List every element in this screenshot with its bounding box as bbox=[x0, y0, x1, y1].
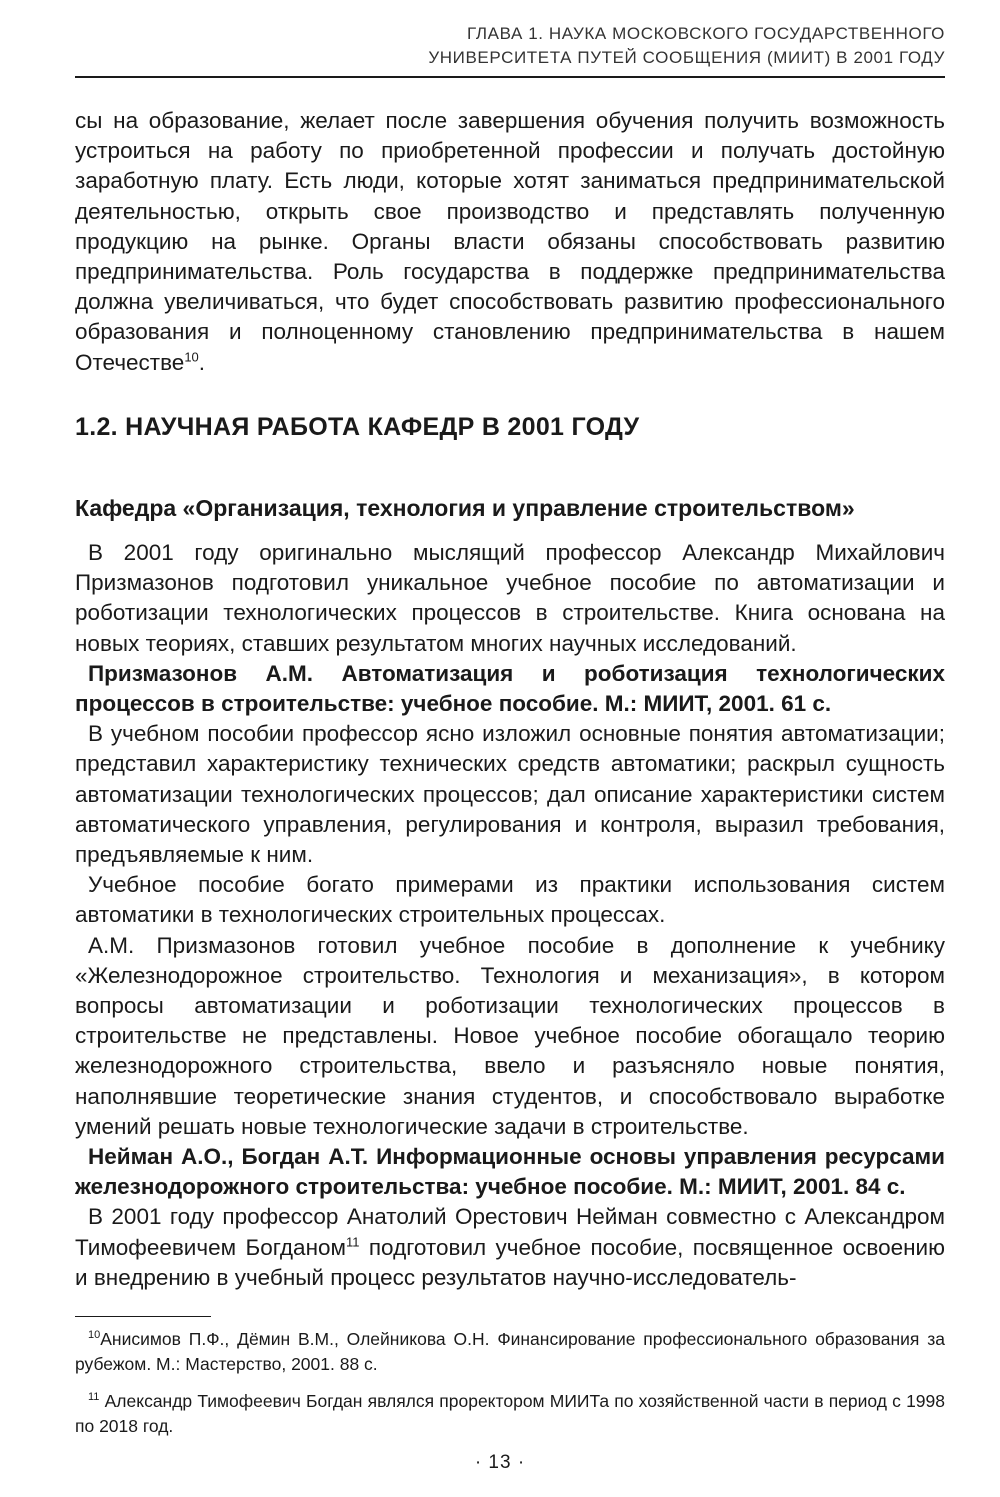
footnotes bbox=[75, 1327, 945, 1451]
paragraph-5 bbox=[75, 1202, 945, 1293]
intro-paragraph bbox=[75, 106, 945, 378]
paragraph-1: В 2001 году оригинально мыслящий профессор Александр Михайлович Призмазонов подготовил уникальное учебное пособие по автоматизации и роботизации технологических процессов в строительстве. Книга основана на новых теориях, ставших результатом многих научных исследований. bbox=[75, 540, 945, 656]
book-citation-1: Призмазонов А.М. Автоматизация и роботизация технологических процессов в строительстве: учебное пособие. М.: МИИТ, 2001. 61 с. bbox=[75, 660, 945, 717]
footnote-divider bbox=[75, 1316, 211, 1317]
book-citation-2: Нейман А.О., Богдан А.Т. Информационные основы управления ресурсами железнодорожного строительства: учебное пособие. М.: МИИТ, 2001. 84 с. bbox=[75, 1144, 945, 1200]
intro-paragraph-block bbox=[75, 106, 945, 378]
footnote-text: Анисимов П.Ф., Дёмин В.М., Олейникова О.Н. Финансирование профессионального образования за рубежом. М.: Мастерство, 2001. 88 с. bbox=[75, 1329, 945, 1374]
footnote-11 bbox=[75, 1389, 945, 1439]
paragraph-5-end: подготовил учебное пособие, посвященное освоению и внедрению в учебный процесс результатов научно-исследователь- bbox=[75, 1234, 945, 1290]
footnote-number: 11 bbox=[88, 1391, 100, 1404]
footnote-number: 10 bbox=[88, 1329, 101, 1342]
page-number: · 13 · bbox=[474, 1452, 526, 1473]
paragraph-4: А.М. Призмазонов готовил учебное пособие в дополнение к учебнику «Железнодорожное строительство. Технология и механизация», в котором вопросы автоматизации и роботизации технологических процессов в строительстве не представлены. Новое учебное пособие обогащало теорию железнодорожного строительства, ввело и разъясняло новые понятия, наполнявшие теоретические знания студентов, и способствовало выработке умений решать новые технологические задачи в строительстве. bbox=[75, 932, 945, 1139]
section-heading: 1.2. НАУЧНАЯ РАБОТА КАФЕДР В 2001 ГОДУ bbox=[75, 413, 640, 441]
intro-text: сы на образование, желает после завершения обучения получить возможность устроиться на работу по приобретенной профессии и получать достойную заработную плату. Есть люди, которые хотят заниматься предпринимательской деятельностью, открыть свое производство и представлять полученную продукцию на рынке. Органы власти обязаны способствовать развитию предпринимательства. Роль государства в поддержке предпринимательства должна увеличиваться, что будет способствовать развитию профессионального образования и полноценному становлению предпринимательства в нашем Отечестве bbox=[75, 108, 945, 375]
intro-end: . bbox=[198, 349, 206, 375]
paragraph-2: В учебном пособии профессор ясно изложил основные понятия автоматизации; представил характеристику технических средств автоматики; раскрыл сущность автоматизации технологических процессов; дал описание характеристики систем автоматического управления, регулирования и контроля, выразил требования, предъявляемые к ним. bbox=[75, 721, 945, 868]
paragraph-5-start: В 2001 году профессор Анатолий Орестович Нейман совместно с Александром Тимофеевичем Богданом bbox=[75, 1204, 945, 1260]
footnote-ref-10[interactable]: 10 bbox=[184, 349, 199, 365]
running-header bbox=[245, 22, 945, 70]
department-heading: Кафедра «Организация, технология и управление строительством» bbox=[75, 495, 855, 521]
running-header-line-1: ГЛАВА 1. НАУКА МОСКОВСКОГО ГОСУДАРСТВЕННОГО bbox=[467, 24, 945, 43]
footnote-text: Александр Тимофеевич Богдан являлся проректором МИИТа по хозяйственной части в период с 1998 по 2018 год. bbox=[75, 1391, 945, 1436]
running-header-line-2: УНИВЕРСИТЕТА ПУТЕЙ СООБЩЕНИЯ (МИИТ) В 2001 ГОДУ bbox=[428, 48, 945, 67]
footnote-ref-11[interactable]: 11 bbox=[345, 1234, 360, 1250]
header-divider bbox=[75, 76, 945, 78]
footnote-10 bbox=[75, 1327, 945, 1377]
department-body bbox=[75, 538, 945, 1293]
paragraph-3: Учебное пособие богато примерами из практики использования систем автоматики в технологических строительных процессах. bbox=[75, 872, 945, 928]
